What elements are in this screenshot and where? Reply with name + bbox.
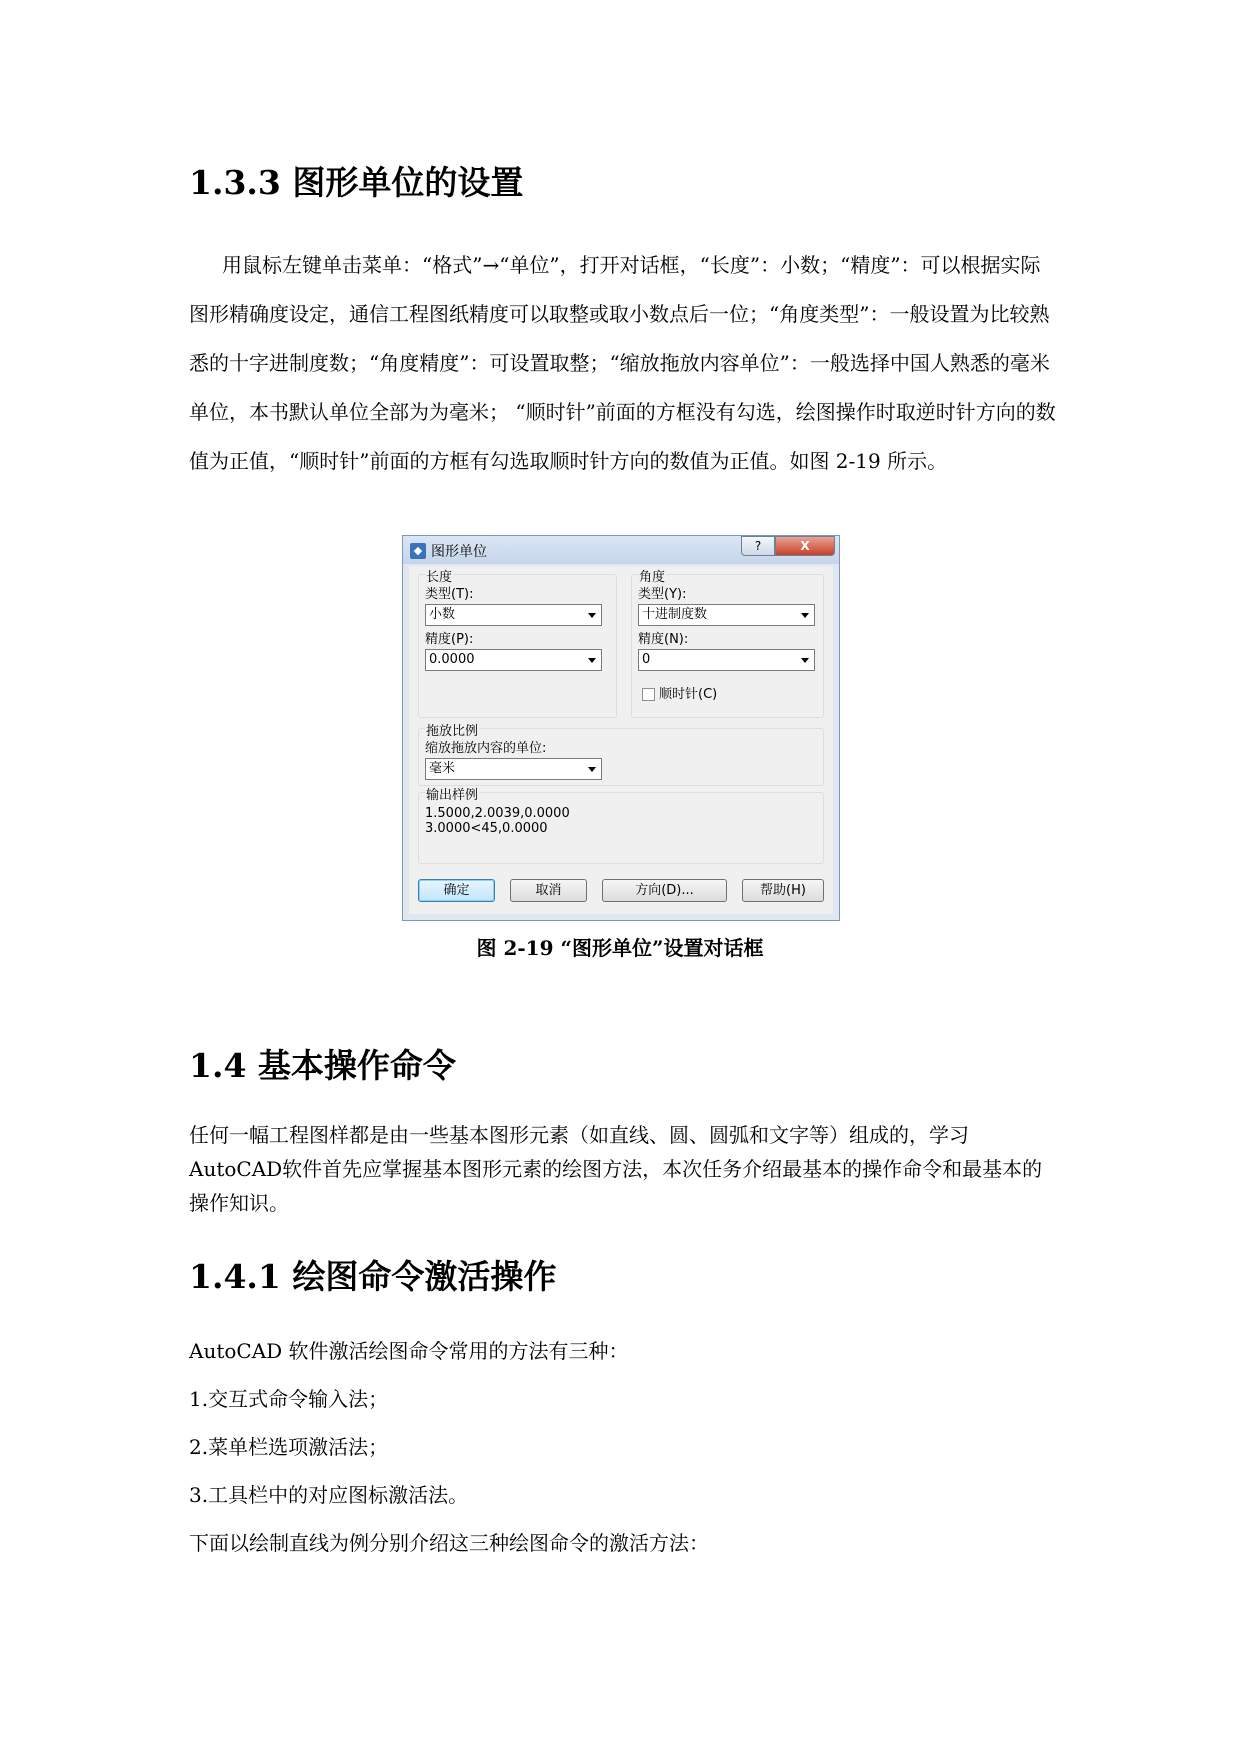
angle-type-select[interactable] [638,604,815,626]
units-dialog [402,535,840,921]
sample-output-line-2: 3.0000<45,0.0000 [425,821,548,836]
section-1-4-paragraph: 任何一幅工程图样都是由一些基本图形元素（如直线、圆、圆弧和文字等）组成的，学习AutoCAD软件首先应掌握基本图形元素的绘图方法，本次任务介绍最基本的操作命令和最基本的操作知识。 [189,1123,1043,1215]
angle-precision-select[interactable] [638,649,815,671]
length-type-label: 类型(T): [425,587,474,602]
chevron-down-icon [588,767,596,772]
angle-precision-value: 0 [642,652,651,667]
length-type-select[interactable] [425,604,602,626]
insertion-units-select[interactable] [425,758,602,780]
length-precision-label: 精度(P): [425,632,474,647]
cancel-button[interactable]: 取消 [510,879,587,902]
chevron-down-icon [588,613,596,618]
insertion-scale-label: 拖放比例 [426,724,479,739]
clockwise-label: 顺时针(C) [659,687,718,702]
sample-output-line-1: 1.5000,2.0039,0.0000 [425,806,570,821]
chevron-down-icon [588,658,596,663]
section-heading-1-4: 1.4 基本操作命令 [189,1046,456,1085]
insertion-units-label: 缩放拖放内容的单位: [425,741,547,756]
clockwise-checkbox[interactable] [642,688,655,701]
help-icon[interactable]: ? [741,536,775,556]
chevron-down-icon [801,613,809,618]
angle-type-label: 类型(Y): [638,587,687,602]
insertion-units-value: 毫米 [429,761,456,776]
dialog-title: 图形单位 [431,544,487,560]
section-heading-1-3-3: 1.3.3 图形单位的设置 [189,163,524,202]
angle-type-value: 十进制度数 [642,607,708,622]
section-1-4-1-outro: 下面以绘制直线为例分别介绍这三种绘图命令的激活方法： [189,1531,709,1555]
length-precision-select[interactable] [425,649,602,671]
section-heading-1-4-1: 1.4.1 绘图命令激活操作 [189,1257,557,1296]
close-icon[interactable]: X [775,536,835,556]
angle-precision-label: 精度(N): [638,632,689,647]
section-1-3-3-paragraph: 用鼠标左键单击菜单：“格式”→“单位”，打开对话框，“长度”：小数；“精度”：可以根据实际图形精确度设定，通信工程图纸精度可以取整或取小数点后一位；“角度类型”：一般设置为比较熟悉的十字进制度数；“角度精度”：可设置取整；“缩放拖放内容单位”：一般选择中国人熟悉的毫米单位，本书默认单位全部为为毫米； “顺时针”前面的方框没有勾选，绘图操作时取逆时针方向的数值为正值，“顺时针”前面的方框有勾选取顺时针方向的数值为正值。如图 2-19 所示。 [189,253,1056,473]
list-item-2: 2.菜单栏选项激活法； [189,1435,389,1459]
chevron-down-icon [801,658,809,663]
direction-button[interactable]: 方向(D)... [602,879,727,902]
list-item-3: 3.工具栏中的对应图标激活法。 [189,1483,469,1507]
section-1-4-1-intro: AutoCAD 软件激活绘图命令常用的方法有三种： [189,1339,629,1363]
length-group-label: 长度 [426,570,453,585]
app-icon: ◆ [410,543,426,559]
length-type-value: 小数 [429,607,456,622]
help-button[interactable]: 帮助(H) [742,879,824,902]
figure-caption: 图 2-19 “图形单位”设置对话框 [476,936,764,960]
list-item-1: 1.交互式命令输入法； [189,1387,389,1411]
dialog-client [409,566,833,914]
length-precision-value: 0.0000 [429,652,475,667]
ok-button[interactable]: 确定 [418,879,495,902]
sample-output-label: 输出样例 [426,788,479,803]
dialog-titlebar [403,536,839,564]
angle-group-label: 角度 [639,570,666,585]
